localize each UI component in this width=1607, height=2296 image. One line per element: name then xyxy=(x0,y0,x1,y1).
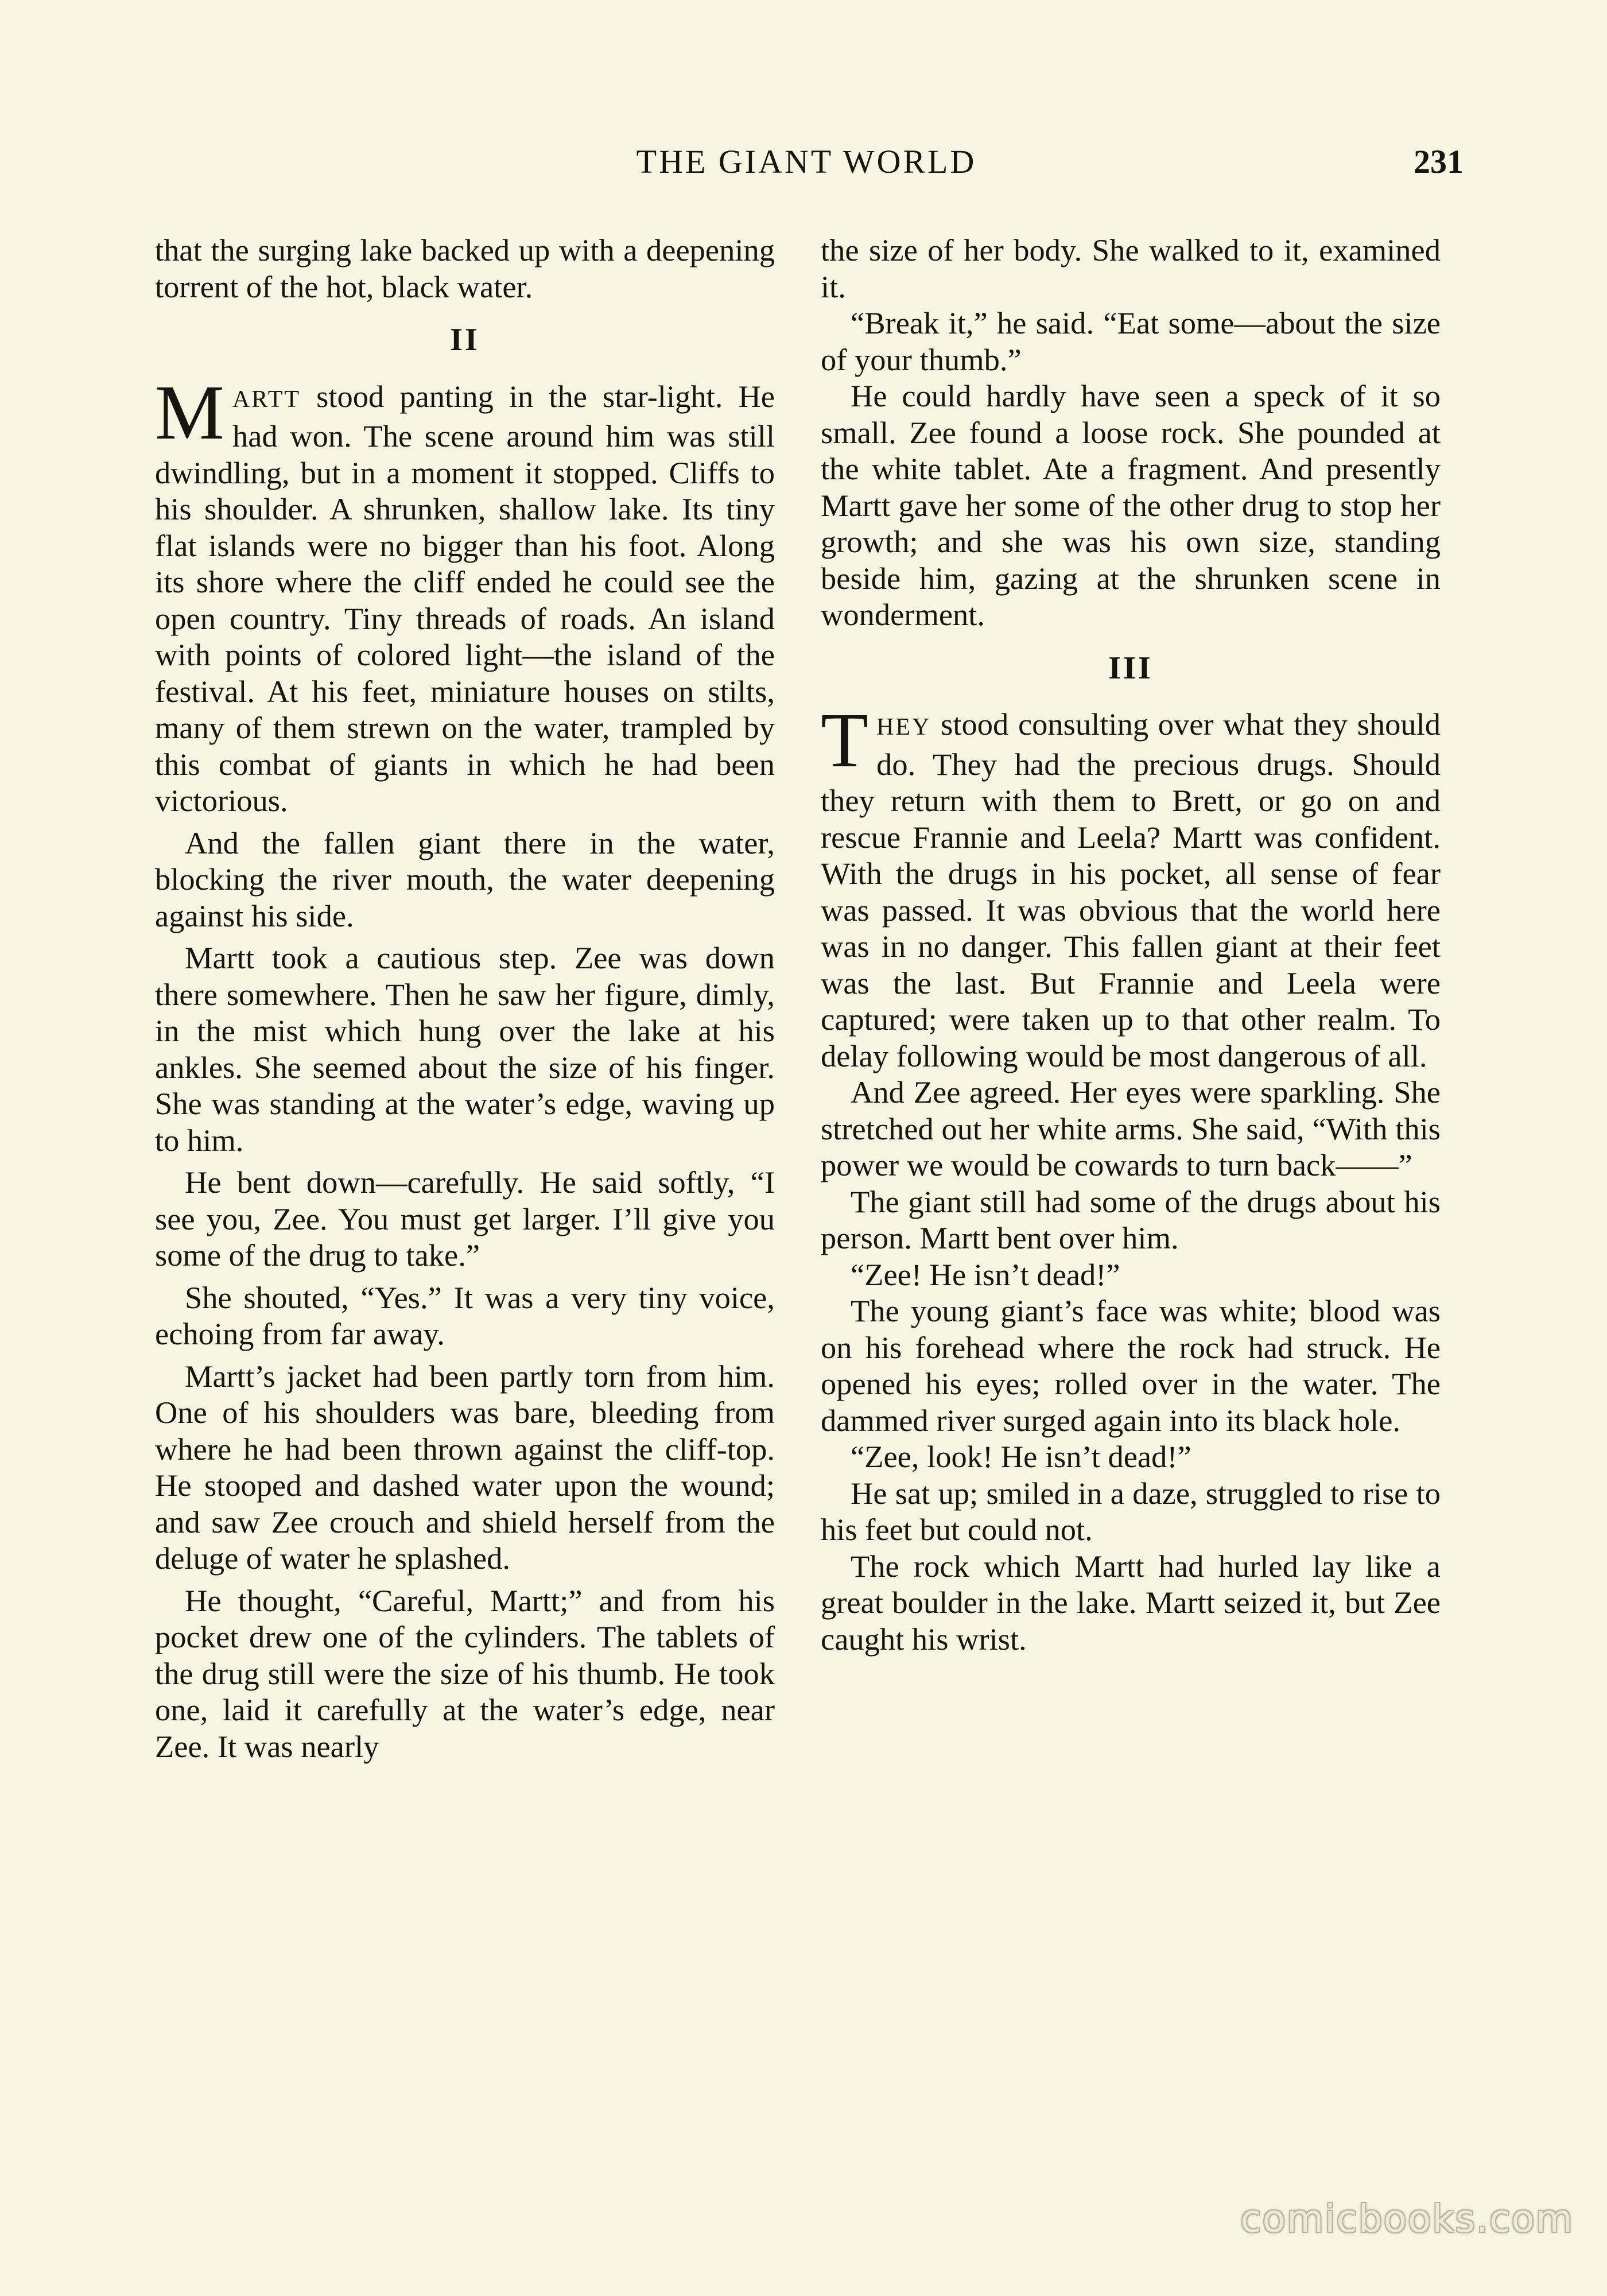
section-opening-paragraph xyxy=(155,369,775,819)
paragraph: He bent down—carefully. He said softly, “I see you, Zee. You must get larger. I’ll give you some of the drug to take.” xyxy=(155,1165,775,1273)
small-caps-lead: HEY xyxy=(876,714,931,740)
section-heading: III xyxy=(1108,650,1153,686)
section-heading: II xyxy=(450,322,480,358)
left-column xyxy=(155,232,775,1764)
paragraph-text: stood consulting over what they should do. They had the precious drugs. Should they return with them to Brett, or go on and rescue Frannie and Leela? Martt was confident. With the drugs in his pocket, all sense of fear was passed. It was obvious that the world here was in no danger. This fallen giant at their feet was the last. But Frannie and Leela were captured; were taken up to that other realm. To delay following would be most dangerous of all. xyxy=(821,707,1441,1073)
paragraph: He thought, “Careful, Martt;” and from his pocket drew one of the cylinders. The tablets of the drug still were the size of his thumb. He took one, laid it carefully at the water’s edge, near Zee. It was nearly xyxy=(155,1583,775,1764)
right-column xyxy=(821,232,1441,1657)
paragraph: The giant still had some of the drugs about his person. Martt bent over him. xyxy=(821,1184,1441,1255)
paragraph: that the surging lake backed up with a deepening torrent of the hot, black water. xyxy=(155,232,775,304)
paragraph: “Zee! He isn’t dead!” xyxy=(851,1256,1120,1292)
paragraph: “Zee, look! He isn’t dead!” xyxy=(851,1439,1191,1474)
running-head xyxy=(149,142,1464,188)
running-title: THE GIANT WORLD xyxy=(636,143,977,180)
paragraph-text: stood panting in the star-light. He had won. The scene around him was still dwindling, but in a moment it stopped. Cliffs to his shoulder. A shrunken, shallow lake. Its tiny flat islands were no bigger than his foot. Along its shore where the cliff ended he could see the open country. Tiny threads of roads. An island with points of colored light—the island of the festival. At his feet, miniature houses on stilts, many of them strewn on the water, trampled by this combat of giants in which he had been victorious. xyxy=(155,378,775,818)
drop-cap: M xyxy=(155,369,224,456)
paragraph: And Zee agreed. Her eyes were sparkling. She stretched out her white arms. She said, “With this power we would be cowards to turn back——” xyxy=(821,1075,1441,1182)
paragraph: The young giant’s face was white; blood was on his forehead where the rock had struck. He opened his eyes; rolled over in the water. The dammed river surged again into its black hole. xyxy=(821,1293,1441,1438)
paragraph: the size of her body. She walked to it, examined it. xyxy=(821,232,1441,304)
paragraph: The rock which Martt had hurled lay like a great boulder in the lake. Martt seized it, but Zee caught his wrist. xyxy=(821,1548,1441,1657)
paragraph: She shouted, “Yes.” It was a very tiny voice, echoing from far away. xyxy=(155,1279,775,1351)
section-opening-paragraph xyxy=(821,697,1441,1074)
paragraph: He sat up; smiled in a daze, struggled to rise to his feet but could not. xyxy=(821,1475,1441,1547)
paragraph: He could hardly have seen a speck of it so small. Zee found a loose rock. She pounded at the white tablet. Ate a fragment. And presently Martt gave her some of the other drug to stop her growth; and she was his own size, standing beside him, gazing at the shrunken scene in wonderment. xyxy=(821,378,1441,632)
small-caps-lead: ARTT xyxy=(232,386,301,413)
page-number: 231 xyxy=(1414,143,1464,180)
watermark: comicbooks.com xyxy=(1240,2197,1574,2241)
paragraph: Martt’s jacket had been partly torn from him. One of his shoulders was bare, bleeding from where he had been thrown against the cliff-top. He stooped and dashed water upon the wound; and saw Zee crouch and shield herself from the deluge of water he splashed. xyxy=(155,1358,775,1576)
paragraph: And the fallen giant there in the water, blocking the river mouth, the water deepening against his side. xyxy=(155,825,775,933)
drop-cap: T xyxy=(821,697,869,784)
paragraph: “Break it,” he said. “Eat some—about the size of your thumb.” xyxy=(821,305,1441,377)
paragraph: Martt took a cautious step. Zee was down there somewhere. Then he saw her figure, dimly, in the mist which hung over the lake at his ankles. She seemed about the size of his finger. She was standing at the water’s edge, waving up to him. xyxy=(155,940,775,1158)
